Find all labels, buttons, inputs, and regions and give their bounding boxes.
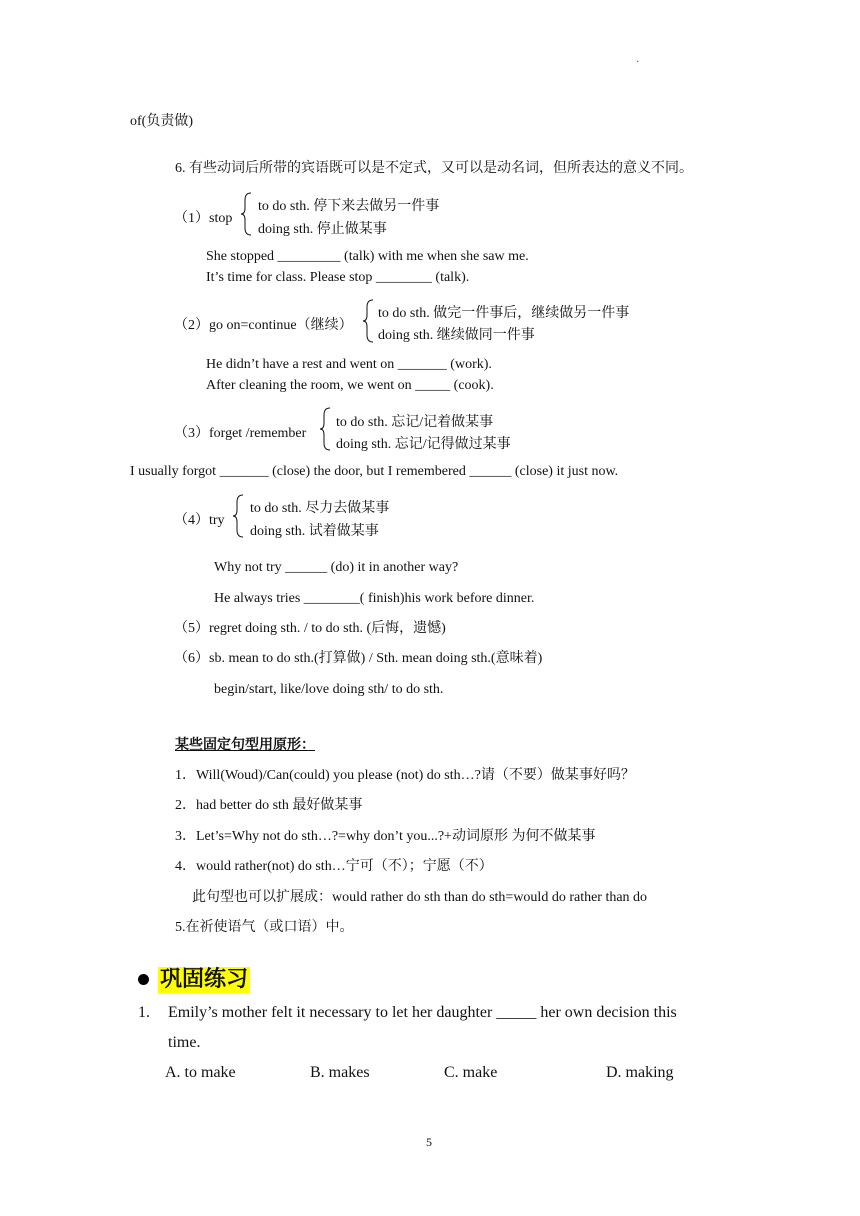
stop-example-2: It’s time for class. Please stop ________ (talk). (206, 270, 470, 285)
question-1-line-1: Emily’s mother felt it necessary to let her daughter _____ her own decision this (168, 1004, 677, 1021)
try-option-2: doing sth. 试着做某事 (250, 524, 379, 539)
mean-line: （6）sb. mean to do sth.(打算做) / Sth. mean doing sth.(意味着) (174, 651, 543, 666)
fixed-pattern-item-5: 5.在祈使语气（或口语）中。 (175, 920, 354, 935)
try-example-1: Why not try ______ (do) it in another way? (214, 560, 459, 575)
forget-option-1: to do sth. 忘记/记着做某事 (336, 415, 494, 430)
regret-line: （5）regret doing sth. / to do sth. (后悔，遗憾) (174, 621, 446, 636)
section-6-title: 6. 有些动词后所带的宾语既可以是不定式，又可以是动名词，但所表达的意义不同。 (175, 161, 693, 176)
stop-option-2: doing sth. 停止做某事 (258, 222, 387, 237)
question-1-line-2: time. (168, 1034, 201, 1051)
option-d: D. making (606, 1064, 674, 1081)
fixed-pattern-extension: 此句型也可以扩展成：would rather do sth than do sth=would do rather than do (192, 890, 648, 905)
try-label: （4）try (174, 513, 225, 528)
fixed-pattern-item-2: 2．had better do sth 最好做某事 (175, 798, 363, 813)
goon-option-1: to do sth. 做完一件事后，继续做另一件事 (378, 306, 630, 321)
try-example-2: He always tries ________( finish)his work before dinner. (214, 591, 535, 606)
fixed-pattern-item-3: 3．Let’s=Why not do sth…?=why don’t you...?+动词原形 为何不做某事 (175, 829, 596, 844)
fixed-patterns-heading: 某些固定句型用原形： (175, 738, 315, 753)
stop-brace (241, 192, 253, 236)
try-brace (233, 494, 245, 538)
fixed-pattern-item-1: 1．Will(Woud)/Can(could) you please (not) do sth…?请（不要）做某事好吗？ (175, 768, 635, 783)
goon-option-2: doing sth. 继续做同一件事 (378, 328, 535, 343)
goon-example-2: After cleaning the room, we went on _____ (cook). (206, 378, 494, 393)
forget-brace (320, 407, 332, 451)
stop-example-1: She stopped _________ (talk) with me when she saw me. (206, 249, 529, 264)
forget-example-1: I usually forgot _______ (close) the door, but I remembered ______ (close) it just now. (130, 464, 619, 479)
question-1-number: 1. (138, 1004, 150, 1021)
option-c: C. make (444, 1064, 498, 1081)
goon-brace (363, 299, 375, 343)
option-b: B. makes (310, 1064, 370, 1081)
stop-label: （1）stop (174, 211, 233, 226)
forget-option-2: doing sth. 忘记/记得做过某事 (336, 437, 511, 452)
try-option-1: to do sth. 尽力去做某事 (250, 501, 390, 516)
goon-example-1: He didn’t have a rest and went on _______ (work). (206, 357, 492, 372)
page-number: 5 (426, 1135, 432, 1149)
bullet-icon (138, 974, 149, 985)
forget-label: （3）forget /remember (174, 426, 307, 441)
header-mark: · (636, 57, 640, 68)
stop-option-1: to do sth. 停下来去做另一件事 (258, 199, 440, 214)
practice-title: 巩固练习 (160, 967, 249, 992)
option-a: A. to make (165, 1064, 236, 1081)
intro-fragment: of(负责做) (130, 114, 193, 129)
fixed-pattern-item-4: 4．would rather(not) do sth…宁可（不）；宁愿（不） (175, 859, 493, 874)
begin-line: begin/start, like/love doing sth/ to do sth. (214, 682, 444, 697)
goon-label: （2）go on=continue（继续） (174, 318, 353, 333)
